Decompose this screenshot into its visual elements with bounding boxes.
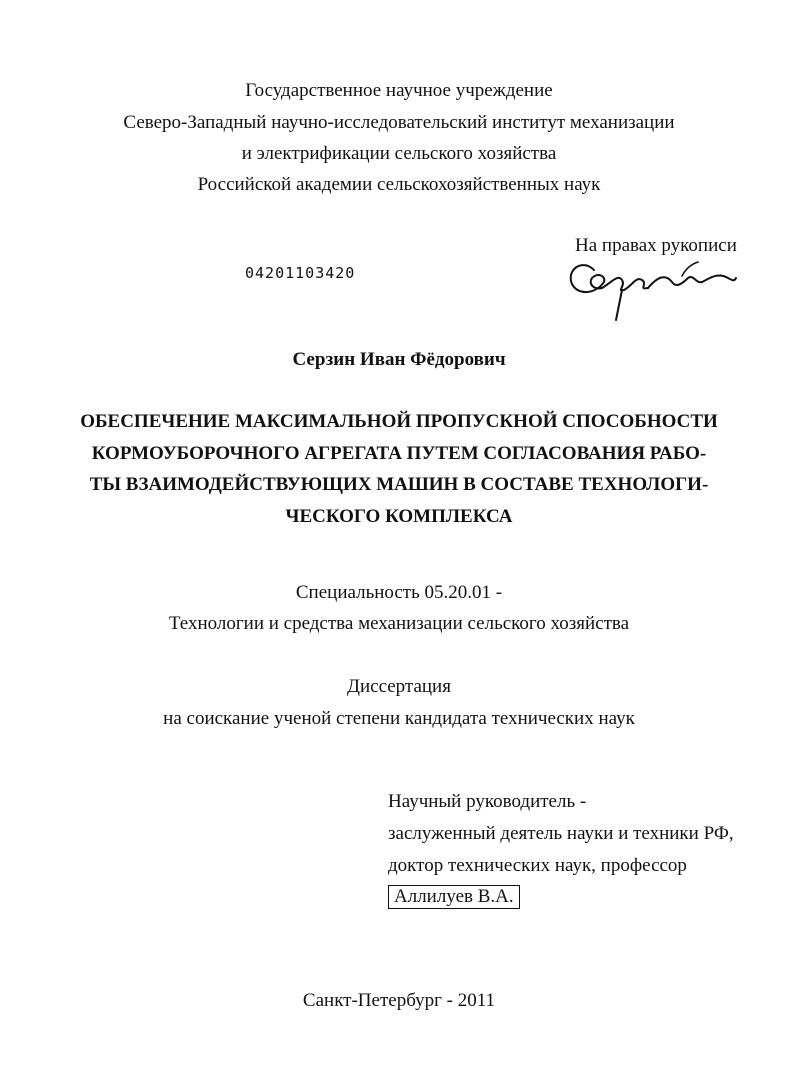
specialty-code: Специальность 05.20.01 - [295, 582, 503, 603]
catalog-number: 04201103420 [245, 264, 356, 282]
author-name: Серзин Иван Фёдорович [292, 349, 506, 370]
title-line-1: ОБЕСПЕЧЕНИЕ МАКСИМАЛЬНОЙ ПРОПУСКНОЙ СПОСОБНОСТИ [80, 411, 718, 432]
supervisor-degree: доктор технических наук, профессор [388, 855, 687, 876]
supervisor-name-box [388, 885, 520, 909]
institution-line-3: и электрификации сельского хозяйства [241, 143, 557, 164]
supervisor-honor: заслуженный деятель науки и техники РФ, [388, 823, 734, 844]
signature-image [562, 248, 738, 324]
title-line-3: ТЫ ВЗАИМОДЕЙСТВУЮЩИХ МАШИН В СОСТАВЕ ТЕХНОЛОГИ- [89, 474, 709, 495]
manuscript-rights-label: На правах рукописи [575, 235, 737, 256]
supervisor-label: Научный руководитель - [388, 791, 587, 812]
dissertation-label: Диссертация [347, 676, 451, 697]
city-year: Санкт-Петербург - 2011 [302, 990, 496, 1011]
institution-line-2: Северо-Западный научно-исследовательский институт механизации [123, 112, 675, 133]
title-line-2: КОРМОУБОРОЧНОГО АГРЕГАТА ПУТЕМ СОГЛАСОВАНИЯ РАБО- [91, 443, 707, 464]
title-line-4: ЧЕСКОГО КОМПЛЕКСА [285, 506, 513, 527]
institution-line-4: Российской академии сельскохозяйственных наук [197, 174, 601, 195]
institution-line-1: Государственное научное учреждение [245, 80, 553, 101]
supervisor-name: Аллилуев В.А. [388, 885, 520, 909]
specialty-name: Технологии и средства механизации сельского хозяйства [168, 613, 630, 634]
degree-line: на соискание ученой степени кандидата технических наук [163, 708, 635, 729]
